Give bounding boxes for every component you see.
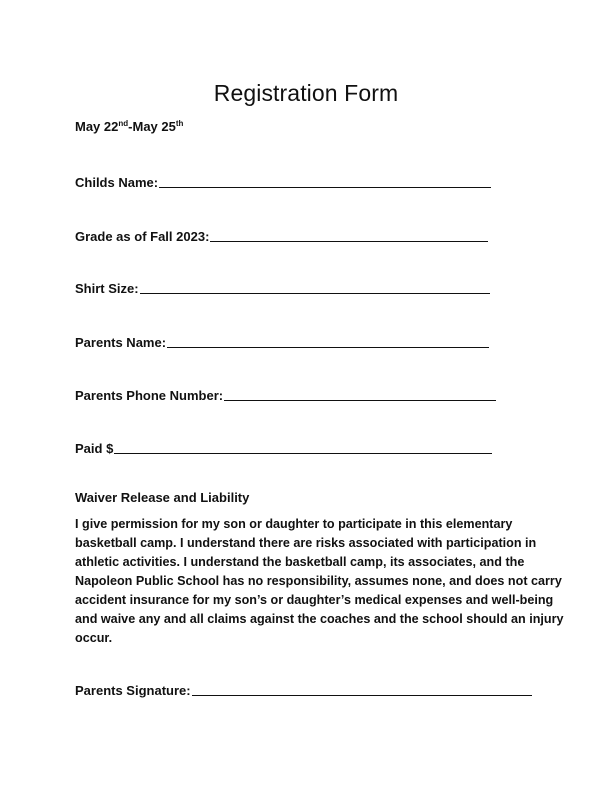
paid-label: Paid $ [75,441,114,456]
start-date: May 22 [75,119,119,134]
shirt-size-field [75,278,490,296]
paid-line[interactable] [114,453,492,454]
waiver-line: I give permission for my son or daughter to participate in this elementary [75,517,513,531]
end-date: -May 25 [128,119,176,134]
shirt-size-label: Shirt Size: [75,281,139,296]
grade-field [75,226,488,244]
grade-label: Grade as of Fall 2023: [75,229,210,244]
camp-dates [75,119,183,134]
waiver-line: Napoleon Public School has no responsibility, assumes none, and does not carry [75,574,562,588]
child-name-line[interactable] [159,187,491,188]
parent-name-label: Parents Name: [75,335,167,350]
signature-line[interactable] [192,695,532,696]
page-title: Registration Form [213,80,399,106]
signature-field [75,680,532,698]
waiver-text [75,515,564,648]
parent-phone-label: Parents Phone Number: [75,388,224,403]
start-date-suffix: nd [118,119,129,128]
waiver-line: athletic activities. I understand the basketball camp, its associates, and the [75,555,525,569]
waiver-line: accident insurance for my son’s or daughter’s medical expenses and well-being [75,593,554,607]
parent-phone-line[interactable] [224,400,496,401]
shirt-size-line[interactable] [140,293,490,294]
waiver-line: occur. [75,631,113,645]
parent-name-line[interactable] [167,347,489,348]
waiver-line: and waive any and all claims against the coaches and the school should an injury [75,612,564,626]
parent-name-field [75,332,489,350]
grade-line[interactable] [210,241,488,242]
waiver-line: basketball camp. I understand there are risks associated with participation in [75,536,537,550]
paid-field [75,438,492,456]
child-name-label: Childs Name: [75,175,159,190]
parent-phone-field [75,385,496,403]
child-name-field [75,172,491,190]
waiver-heading: Waiver Release and Liability [75,490,250,505]
signature-label: Parents Signature: [75,683,191,698]
end-date-suffix: th [175,119,184,128]
